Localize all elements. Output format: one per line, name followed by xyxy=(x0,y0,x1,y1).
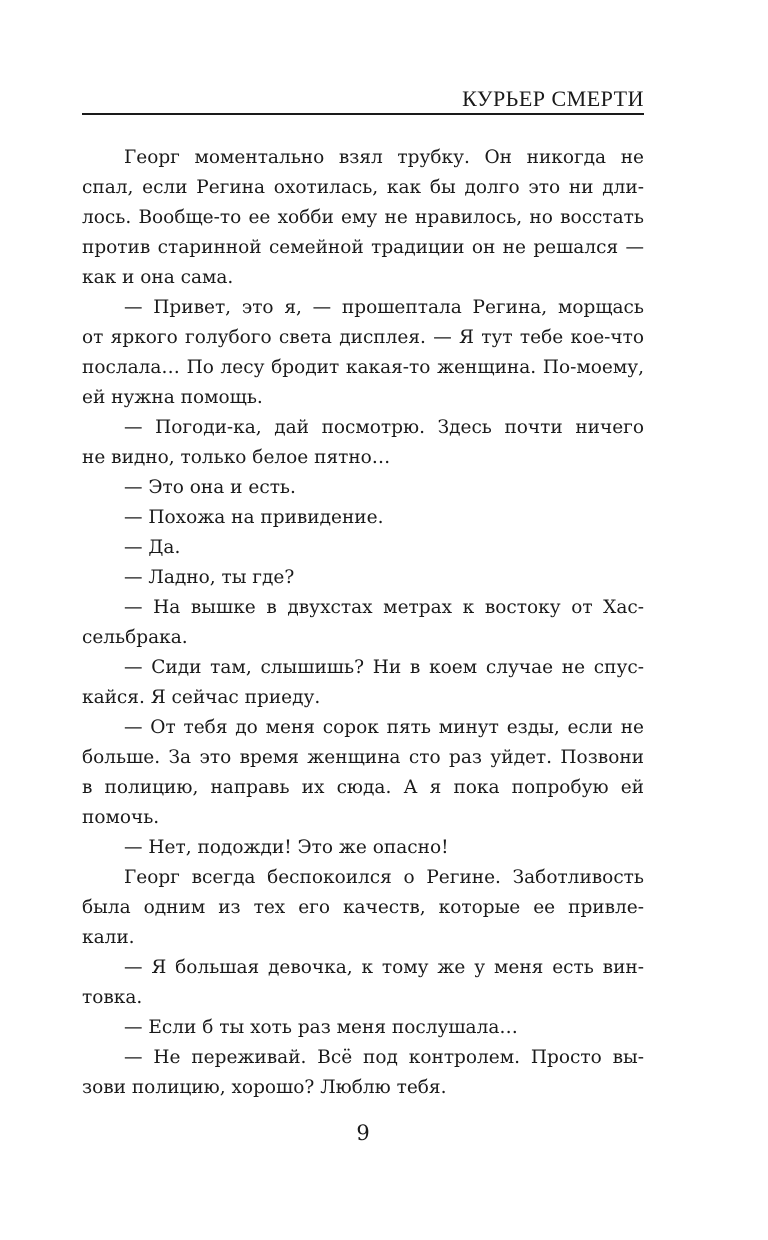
text-line: — Нет, подожди! Это же опасно! xyxy=(124,837,449,858)
text-line: Георг всегда беспокоился о Регине. Заботливость xyxy=(124,867,644,888)
paragraph xyxy=(82,1043,644,1103)
header-rule xyxy=(82,113,644,115)
paragraph xyxy=(82,653,644,713)
text-line: — Похожа на привидение. xyxy=(124,507,384,528)
text-line: кайся. Я сейчас приеду. xyxy=(82,687,321,708)
text-line: спал, если Регина охотилась, как бы долго это ни дли- xyxy=(82,177,644,198)
paragraph xyxy=(82,593,644,653)
text-line: зови полицию, хорошо? Люблю тебя. xyxy=(82,1077,447,1098)
text-line: — На вышке в двухстах метрах к востоку от Хас- xyxy=(124,597,644,618)
text-line: против старинной семейной традиции он не решался — xyxy=(82,237,644,258)
text-line: Георг моментально взял трубку. Он никогда не xyxy=(124,147,644,168)
running-head: КУРЬЕР СМЕРТИ xyxy=(462,86,644,111)
body-text xyxy=(82,143,644,1103)
page-number: 9 xyxy=(356,1121,370,1145)
text-line: как и она сама. xyxy=(82,267,234,288)
text-line: — Привет, это я, — прошептала Регина, морщась xyxy=(124,297,644,318)
text-line: лось. Вообще-то ее хобби ему не нравилось, но восстать xyxy=(82,207,644,228)
text-line: — Если б ты хоть раз меня послушала… xyxy=(124,1017,518,1038)
paragraph xyxy=(82,563,644,593)
text-line: в полицию, направь их сюда. А я пока попробую ей xyxy=(82,777,644,798)
text-line: — От тебя до меня сорок пять минут езды, если не xyxy=(124,717,644,738)
text-line: — Погоди-ка, дай посмотрю. Здесь почти ничего xyxy=(124,417,644,438)
paragraph xyxy=(82,833,644,863)
paragraph xyxy=(82,713,644,833)
text-line: помочь. xyxy=(82,807,160,828)
text-line: — Я большая девочка, к тому же у меня есть вин- xyxy=(124,957,644,978)
paragraph xyxy=(82,533,644,563)
text-line: — Не переживай. Всё под контролем. Просто вы- xyxy=(124,1047,644,1068)
paragraph xyxy=(82,503,644,533)
paragraph xyxy=(82,413,644,473)
text-line: кали. xyxy=(82,927,135,948)
paragraph xyxy=(82,953,644,1013)
text-line: ей нужна помощь. xyxy=(82,387,263,408)
paragraph xyxy=(82,143,644,293)
text-line: — Это она и есть. xyxy=(124,477,296,498)
paragraph xyxy=(82,1013,644,1043)
paragraph xyxy=(82,293,644,413)
text-line: не видно, только белое пятно… xyxy=(82,447,391,468)
text-line: была одним из тех его качеств, которые ее привле- xyxy=(82,897,644,918)
text-line: — Ладно, ты где? xyxy=(124,567,295,588)
text-line: сельбрака. xyxy=(82,627,188,648)
text-line: от яркого голубого света дисплея. — Я тут тебе кое-что xyxy=(82,327,644,348)
paragraph xyxy=(82,473,644,503)
text-line: послала… По лесу бродит какая-то женщина. По-моему, xyxy=(82,357,644,378)
text-line: — Сиди там, слышишь? Ни в коем случае не спус- xyxy=(124,657,644,678)
paragraph xyxy=(82,863,644,953)
text-line: больше. За это время женщина сто раз уйдет. Позвони xyxy=(82,747,644,768)
text-line: — Да. xyxy=(124,537,181,558)
text-line: товка. xyxy=(82,987,143,1008)
